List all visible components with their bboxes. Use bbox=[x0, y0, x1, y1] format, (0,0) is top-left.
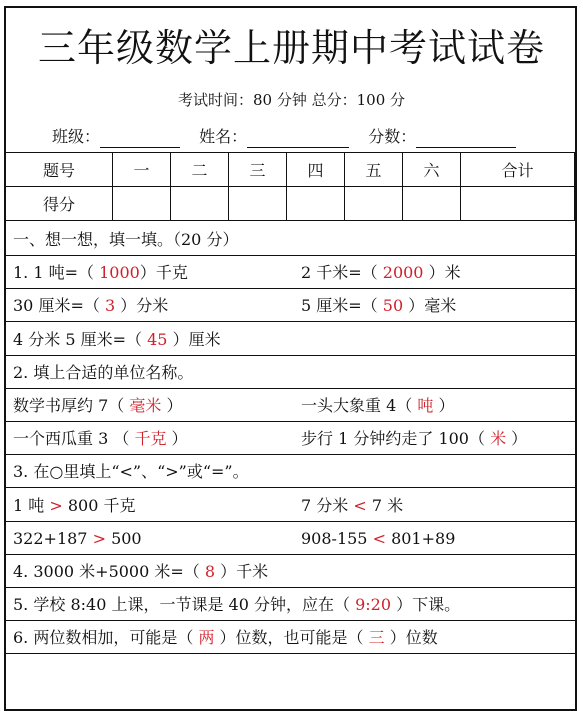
question-text bbox=[13, 390, 182, 421]
question-text-right bbox=[301, 257, 461, 288]
question-fragment: ）毫米 bbox=[403, 296, 457, 316]
question-line bbox=[5, 357, 575, 389]
question-fragment: ）厘米 bbox=[167, 329, 221, 349]
question-fragment: 步行 1 分钟约走了 100（ bbox=[301, 429, 491, 449]
exam-title: 三年级数学上册期中考试试卷 bbox=[37, 26, 545, 70]
answer-text: 1000 bbox=[99, 263, 140, 283]
header-cell-4: 四 bbox=[287, 153, 345, 187]
question-fragment: ）米 bbox=[423, 263, 461, 283]
score-row-label: 得分 bbox=[6, 187, 113, 221]
question-fragment: 4 分米 5 厘米=（ bbox=[13, 329, 148, 349]
score-cell-2[interactable] bbox=[171, 187, 229, 221]
question-line bbox=[5, 290, 575, 322]
answer-text: 米 bbox=[490, 429, 507, 449]
question-fragment: ）分米 bbox=[115, 296, 169, 316]
question-fragment: 3. 在○里填上“<”、“>”或“=”。 bbox=[13, 462, 249, 482]
question-fragment: 1. 1 吨=（ bbox=[13, 263, 100, 283]
question-text bbox=[13, 224, 238, 255]
question-fragment: ）位数，也可能是（ bbox=[214, 628, 369, 648]
name-blank bbox=[247, 131, 349, 148]
question-fragment: ） bbox=[166, 429, 188, 449]
header-cell-total: 合计 bbox=[461, 153, 575, 187]
question-line bbox=[5, 257, 575, 289]
question-fragment: 1 吨 bbox=[13, 495, 50, 515]
question-fragment: 2. 填上合适的单位名称。 bbox=[13, 362, 194, 382]
question-line bbox=[5, 324, 575, 356]
question-fragment: 一头大象重 4（ bbox=[301, 396, 418, 415]
question-fragment: 322+187 bbox=[13, 528, 93, 548]
class-label: 班级： bbox=[52, 127, 101, 146]
question-fragment: 7 米 bbox=[366, 495, 404, 515]
question-text bbox=[13, 290, 168, 321]
question-fragment: ） bbox=[433, 396, 455, 415]
question-fragment: ）千克 bbox=[139, 263, 188, 283]
question-fragment: 一个西瓜重 3 （ bbox=[13, 429, 135, 449]
question-line bbox=[5, 556, 575, 588]
question-fragment: ） bbox=[161, 396, 183, 415]
question-text-right bbox=[301, 423, 527, 454]
question-fragment: ）位数 bbox=[384, 628, 438, 648]
question-text bbox=[13, 324, 221, 355]
answer-text: 2000 bbox=[382, 263, 424, 283]
answer-text: < bbox=[353, 495, 367, 515]
answer-text: 9:20 bbox=[355, 595, 392, 615]
answer-text: 50 bbox=[382, 296, 404, 316]
score-blank bbox=[416, 131, 516, 148]
score-cell-total[interactable] bbox=[461, 187, 575, 221]
header-cell-label: 题号 bbox=[6, 153, 113, 187]
exam-subtitle: 考试时间：80 分钟 总分：100 分 bbox=[177, 91, 406, 109]
question-fragment: ） bbox=[506, 429, 528, 449]
question-fragment: 2 千米=（ bbox=[301, 263, 383, 283]
answer-text: 两 bbox=[198, 628, 215, 648]
question-text bbox=[13, 423, 188, 454]
score-cell-4[interactable] bbox=[287, 187, 345, 221]
answer-text: 吨 bbox=[417, 396, 434, 415]
header-cell-2: 二 bbox=[171, 153, 229, 187]
question-fragment: ）千米 bbox=[215, 562, 269, 581]
question-fragment: 500 bbox=[105, 528, 142, 548]
question-text bbox=[13, 589, 460, 620]
question-text-right bbox=[301, 290, 456, 321]
score-table bbox=[5, 152, 575, 221]
answer-text: > bbox=[92, 528, 106, 548]
question-text bbox=[13, 357, 193, 388]
question-text bbox=[13, 622, 438, 653]
question-text-right bbox=[301, 390, 454, 421]
question-line bbox=[5, 456, 575, 488]
question-fragment: 数学书厚约 7（ bbox=[13, 396, 130, 415]
question-fragment: 908-155 bbox=[301, 528, 373, 548]
question-text-right bbox=[301, 523, 455, 554]
score-cell-1[interactable] bbox=[113, 187, 171, 221]
question-fragment: 30 厘米=（ bbox=[13, 296, 105, 316]
header-cell-1: 一 bbox=[113, 153, 171, 187]
question-line bbox=[5, 589, 575, 621]
question-text bbox=[13, 490, 135, 521]
header-cell-5: 五 bbox=[345, 153, 403, 187]
question-line bbox=[5, 523, 575, 555]
score-table-header-row bbox=[6, 153, 575, 187]
answer-text: < bbox=[372, 528, 386, 548]
answer-text: 45 bbox=[147, 329, 168, 349]
student-info-row bbox=[52, 126, 530, 148]
question-fragment: 5. 学校 8:40 上课，一节课是 40 分钟，应在（ bbox=[13, 595, 356, 615]
question-fragment: 6. 两位数相加，可能是（ bbox=[13, 628, 199, 648]
question-fragment: ）下课。 bbox=[391, 595, 461, 615]
header-cell-3: 三 bbox=[229, 153, 287, 187]
score-cell-6[interactable] bbox=[403, 187, 461, 221]
question-line bbox=[5, 490, 575, 522]
question-line bbox=[5, 423, 575, 455]
class-blank bbox=[100, 131, 180, 148]
question-fragment: 801+89 bbox=[385, 528, 456, 548]
question-fragment: 5 厘米=（ bbox=[301, 296, 383, 316]
score-label: 分数： bbox=[368, 127, 417, 146]
answer-text: > bbox=[49, 495, 63, 515]
question-fragment: 一、想一想，填一填。（20 分） bbox=[13, 230, 239, 249]
score-cell-5[interactable] bbox=[345, 187, 403, 221]
answer-text: 毫米 bbox=[129, 396, 162, 415]
question-fragment: 4. 3000 米+5000 米=（ bbox=[13, 562, 205, 581]
question-text bbox=[13, 556, 268, 587]
question-fragment: 800 千克 bbox=[62, 495, 136, 515]
header-cell-6: 六 bbox=[403, 153, 461, 187]
name-label: 姓名： bbox=[199, 127, 248, 146]
answer-text: 三 bbox=[368, 628, 385, 648]
question-text-right bbox=[301, 490, 403, 521]
answer-text: 3 bbox=[104, 296, 116, 316]
question-line bbox=[5, 622, 575, 654]
question-fragment: 7 分米 bbox=[301, 495, 354, 515]
question-text bbox=[13, 523, 142, 554]
question-line bbox=[5, 224, 575, 256]
score-table-score-row bbox=[6, 187, 575, 221]
question-text bbox=[13, 257, 188, 288]
score-cell-3[interactable] bbox=[229, 187, 287, 221]
question-text bbox=[13, 456, 249, 487]
answer-text: 千克 bbox=[134, 429, 167, 449]
answer-text: 8 bbox=[204, 562, 216, 581]
question-line bbox=[5, 390, 575, 422]
